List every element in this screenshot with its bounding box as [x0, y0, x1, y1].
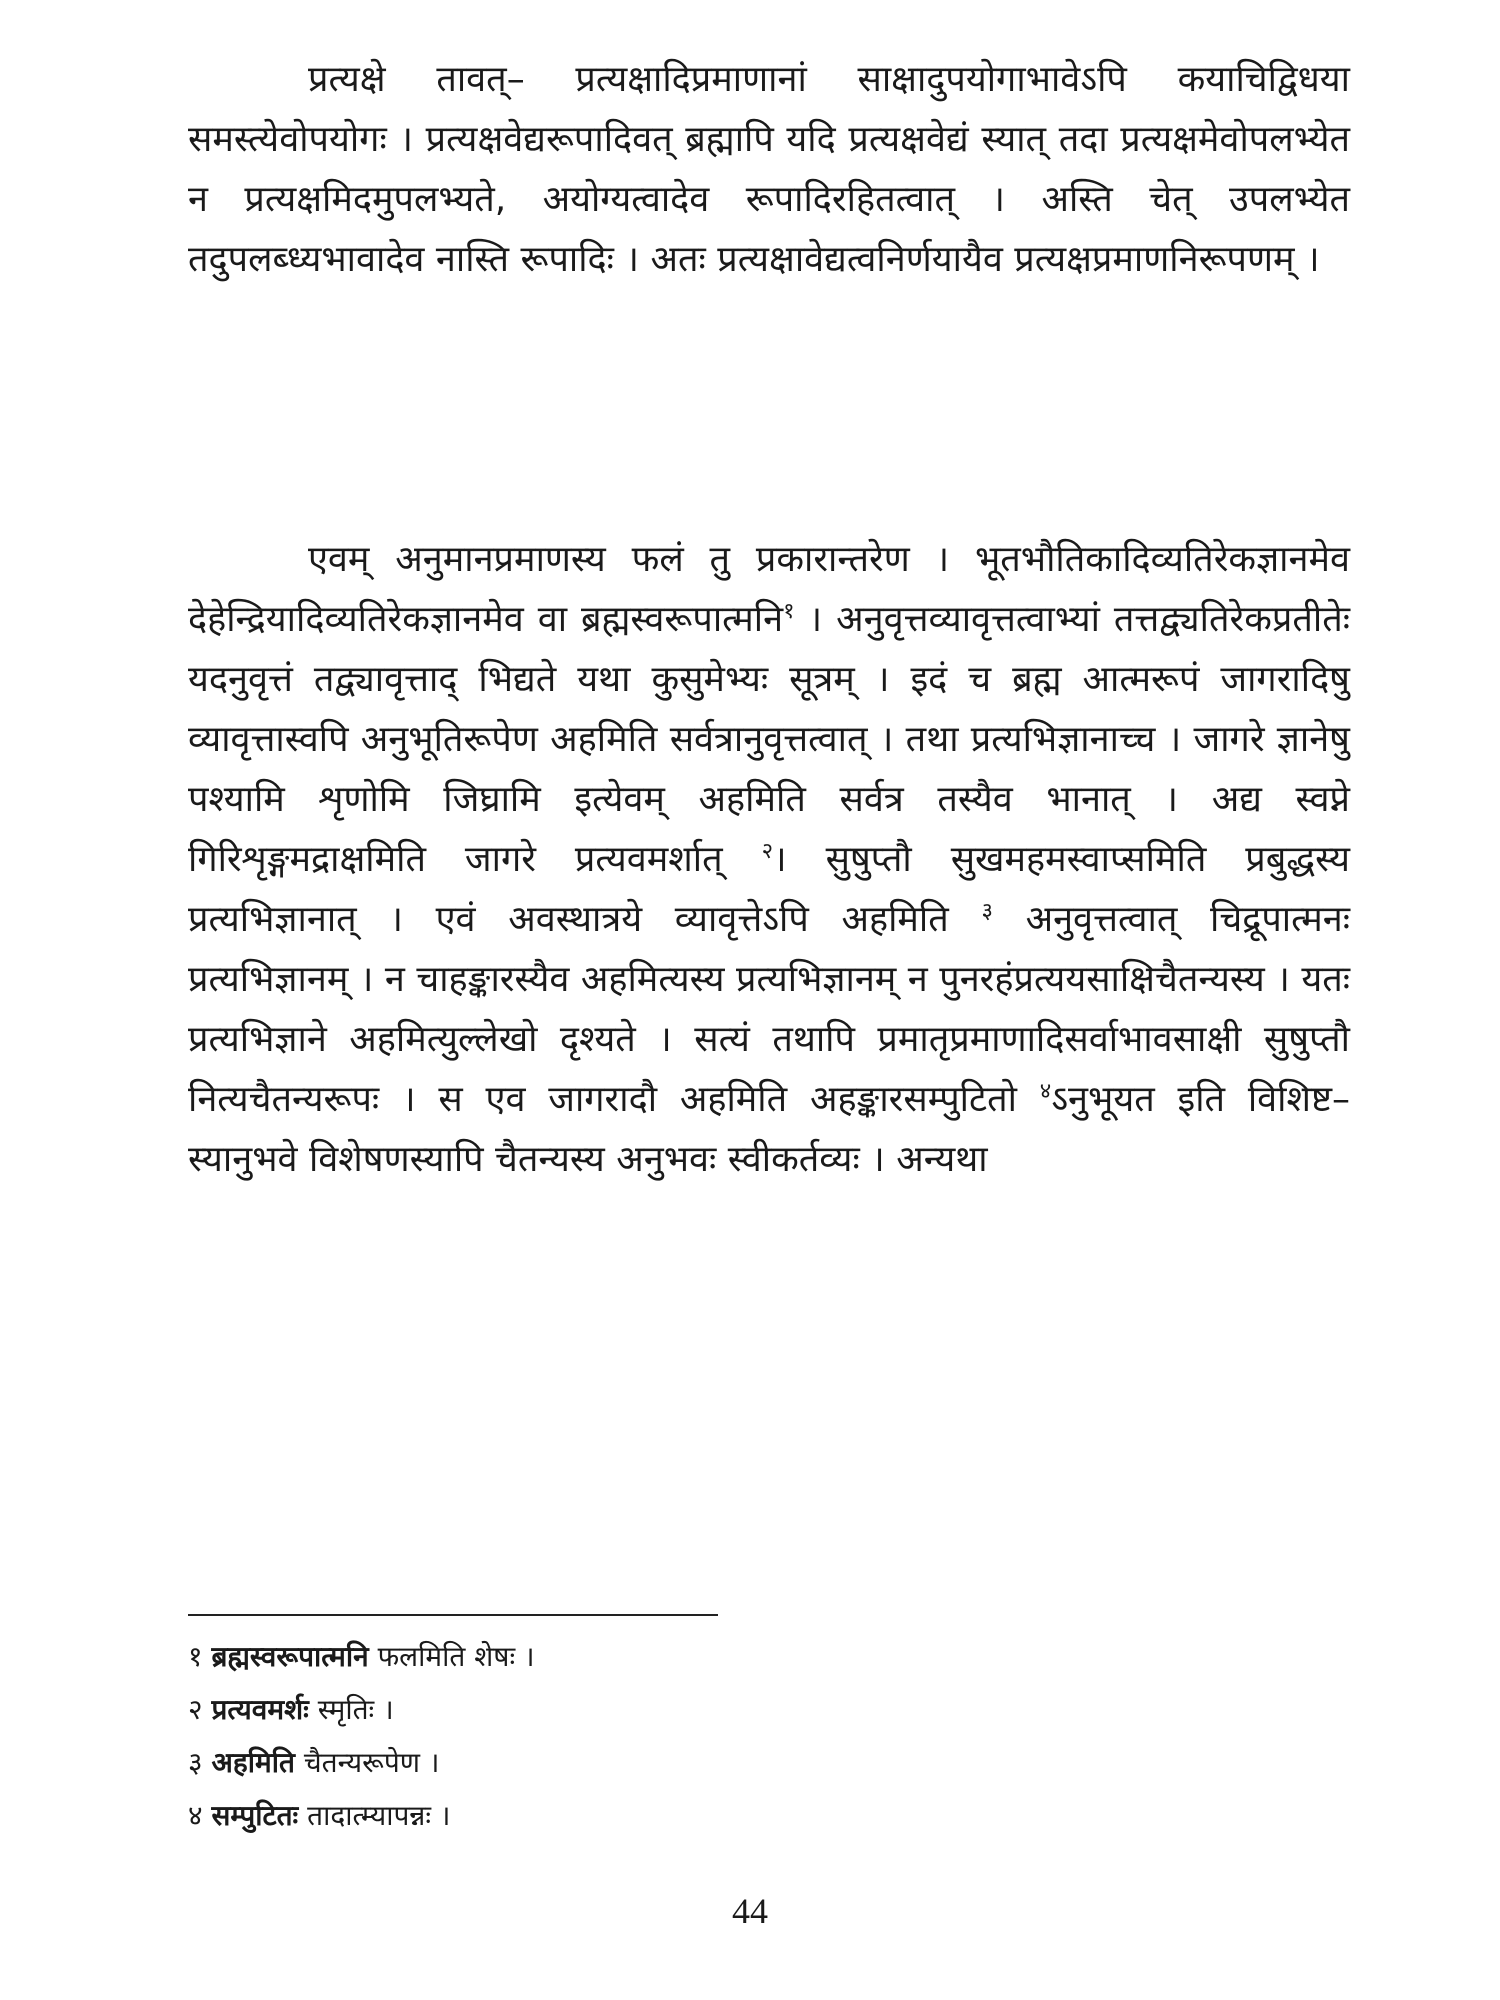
footnote-list [188, 1630, 1288, 1842]
footnote-item [188, 1789, 1288, 1842]
footnote-term: प्रत्यवमर्शः [211, 1693, 309, 1726]
footnote-item [188, 1683, 1288, 1736]
page-number: 44 [732, 1891, 768, 1931]
footnote-item [188, 1630, 1288, 1683]
footnote-number: ४ [188, 1799, 203, 1832]
footnote-gloss: स्मृतिः । [317, 1693, 394, 1726]
footnote-divider [188, 1614, 718, 1616]
paragraph-2-text-5: ऽनुभूयत इति विशिष्ट– स्यानुभवे विशेषणस्यापि चैतन्यस्य अनुभवः स्वीकर्तव्यः । अन्यथा [188, 1079, 1351, 1180]
footnote-term: ब्रह्मस्वरूपात्मनि [211, 1640, 369, 1673]
paragraph-2 [188, 530, 1350, 1190]
footnote-gloss: चैतन्यरूपेण । [303, 1746, 440, 1779]
footnote-term: अहमिति [211, 1746, 295, 1779]
footnote-number: १ [188, 1640, 203, 1673]
paragraph-2-text-3: । सुषुप्तौ सुखमहमस्वाप्समिति प्रबुद्धस्य प्रत्यभिज्ञानात् । एवं अवस्थात्रये व्यावृत्तेऽपि अहमिति [188, 839, 1350, 940]
paragraph-2-text-2: । अनुवृत्तव्यावृत्तत्वाभ्यां तत्तद्व्यतिरेकप्रतीतेः यदनुवृत्तं तद्व्यावृत्ताद् भिद्यते यथा कुसुमेभ्यः सूत्रम् । इदं च ब्रह्म आत्मरूपं जागरादिषु व्यावृत्तास्वपि अनुभूतिरूपेण अहमिति सर्वत्रानुवृत्तत्वात् । तथा प्रत्यभिज्ञानाच्च । जागरे ज्ञानेषु पश्यामि शृणोमि जिघ्रामि इत्येवम् अहमिति सर्वत्र तस्यैव भानात् । अद्य स्वप्ने गिरिशृङ्गमद्राक्षमिति जागरे प्रत्यवमर्शात् [188, 599, 1351, 880]
paragraph-2-text-4: अनुवृत्तत्वात् चिद्रूपात्मनः प्रत्यभिज्ञानम् । न चाहङ्कारस्यैव अहमित्यस्य प्रत्यभिज्ञानम् न पुनरहंप्रत्ययसाक्षिचैतन्यस्य । यतः प्रत्यभिज्ञाने अहमित्युल्लेखो दृश्यते । सत्यं तथापि प्रमातृप्रमाणादिसर्वाभावसाक्षी सुषुप्तौ नित्यचैतन्यरूपः । स एव जागरादौ अहमिति अहङ्कारसम्पुटितो [188, 899, 1350, 1120]
footnote-ref-2: २ [761, 839, 774, 864]
paragraph-1: प्रत्यक्षे तावत्– प्रत्यक्षादिप्रमाणानां साक्षादुपयोगाभावेऽपि कयाचिद्विधया समस्त्येवोपयोगः । प्रत्यक्षवेद्यरूपादिवत् ब्रह्मापि यदि प्रत्यक्षवेद्यं स्यात् तदा प्रत्यक्षमेवोपलभ्येत न प्रत्यक्षमिदमुपलभ्यते, अयोग्यत्वादेव रूपादिरहितत्वात् । अस्ति चेत् उपलभ्येत तदुपलब्ध्यभावादेव नास्ति रूपादिः । अतः प्रत्यक्षावेद्यत्वनिर्णयायैव प्रत्यक्षप्रमाणनिरूपणम् । [188, 59, 1350, 280]
footnote-ref-4: ४ [1039, 1079, 1052, 1104]
footnote-term: सम्पुटितः [211, 1799, 299, 1832]
paragraph-2-text-1: एवम् अनुमानप्रमाणस्य फलं तु प्रकारान्तरेण । भूतभौतिकादिव्यतिरेकज्ञानमेव देहेन्द्रियादिव्यतिरेकज्ञानमेव वा ब्रह्मस्वरूपात्मनि [188, 539, 1350, 640]
footnote-number: ३ [188, 1746, 203, 1779]
footnote-gloss: फलमिति शेषः । [377, 1640, 535, 1673]
footnote-number: २ [188, 1693, 203, 1726]
footnote-ref-3: ३ [981, 899, 993, 924]
footnote-gloss: तादात्म्यापन्नः । [307, 1799, 451, 1832]
footnote-item [188, 1736, 1288, 1789]
footnote-ref-1: १ [783, 599, 795, 624]
